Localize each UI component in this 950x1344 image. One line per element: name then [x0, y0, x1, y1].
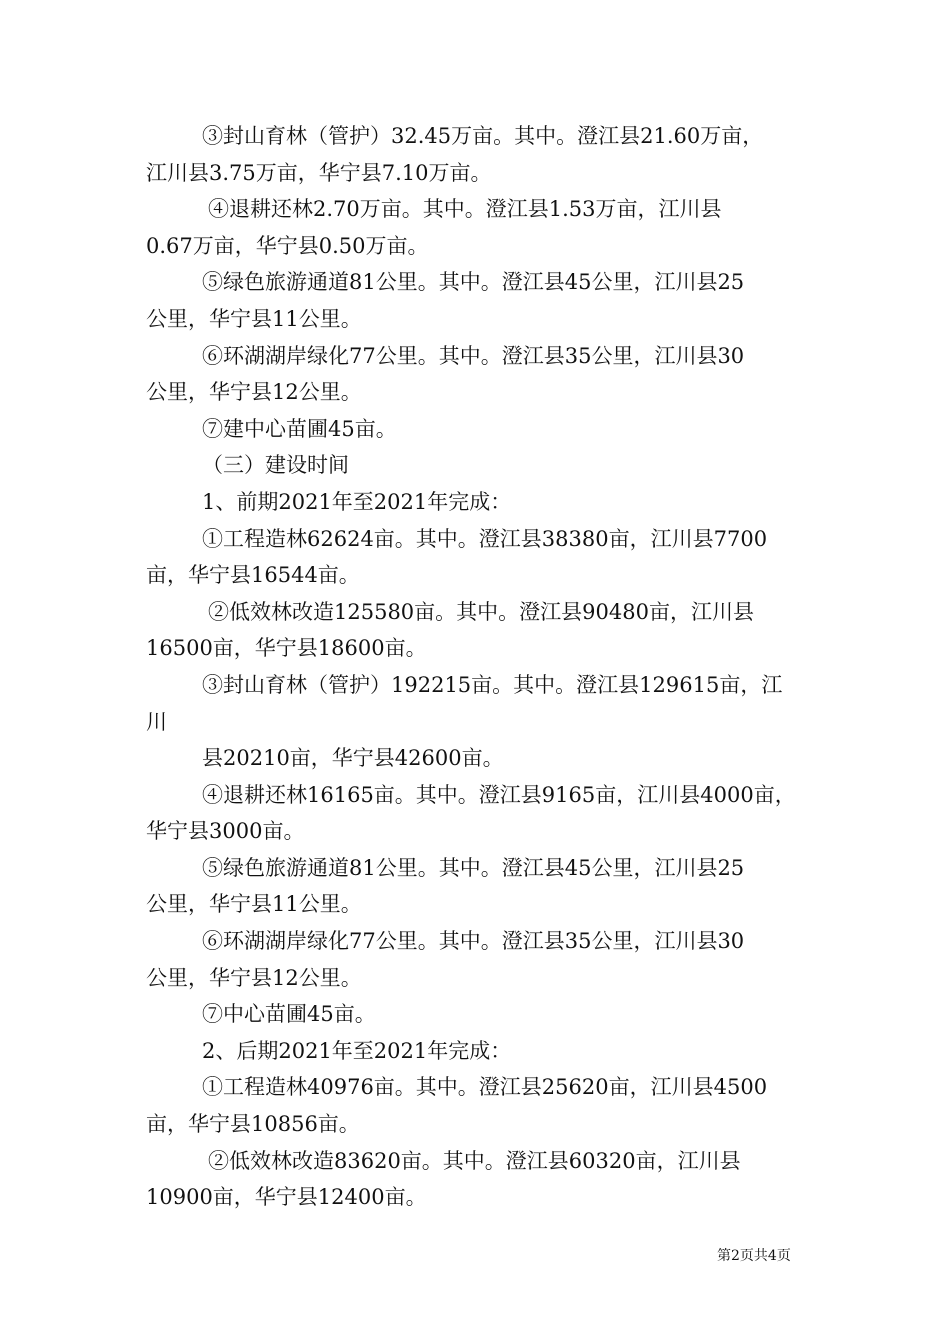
section-subheading: 2、后期2021年至2021年完成： — [202, 1038, 512, 1063]
paragraph-line: ②低效林改造125580亩。其中。澄江县90480亩，江川县 — [208, 599, 754, 624]
paragraph-line: 公里，华宁县11公里。 — [146, 892, 362, 917]
paragraph-line: 亩，华宁县16544亩。 — [146, 563, 360, 588]
paragraph-line: ②低效林改造83620亩。其中。澄江县60320亩，江川县 — [208, 1148, 741, 1173]
paragraph-line: 公里，华宁县12公里。 — [146, 965, 362, 990]
paragraph-line: 10900亩，华宁县12400亩。 — [146, 1185, 427, 1210]
paragraph-line: 川 — [146, 709, 167, 734]
paragraph-line: ④退耕还林16165亩。其中。澄江县9165亩，江川县4000亩， — [202, 782, 796, 807]
paragraph-line: ①工程造林62624亩。其中。澄江县38380亩，江川县7700 — [202, 526, 768, 551]
paragraph-line: 公里，华宁县11公里。 — [146, 306, 362, 331]
paragraph-line: ⑤绿色旅游通道81公里。其中。澄江县45公里，江川县25 — [202, 270, 745, 295]
paragraph-line: ①工程造林40976亩。其中。澄江县25620亩，江川县4500 — [202, 1075, 768, 1100]
paragraph-line: 公里，华宁县12公里。 — [146, 380, 362, 405]
paragraph-line: 亩，华宁县10856亩。 — [146, 1112, 360, 1137]
paragraph-line: 16500亩，华宁县18600亩。 — [146, 636, 427, 661]
page-number-footer: 第2页共4页 — [717, 1248, 791, 1264]
paragraph-line: ③封山育林（管护）32.45万亩。其中。澄江县21.60万亩， — [202, 124, 764, 148]
paragraph-line: 华宁县3000亩。 — [146, 819, 305, 844]
paragraph-line: ③封山育林（管护）192215亩。其中。澄江县129615亩，江 — [202, 672, 783, 697]
paragraph-line: ⑦中心苗圃45亩。 — [202, 1002, 376, 1027]
paragraph-line: ⑤绿色旅游通道81公里。其中。澄江县45公里，江川县25 — [202, 855, 745, 880]
paragraph-line: ⑥环湖湖岸绿化77公里。其中。澄江县35公里，江川县30 — [202, 343, 745, 368]
paragraph-line: ⑥环湖湖岸绿化77公里。其中。澄江县35公里，江川县30 — [202, 929, 745, 954]
paragraph-line: 0.67万亩，华宁县0.50万亩。 — [146, 233, 429, 258]
document-body — [146, 118, 810, 1216]
paragraph-line: 江川县3.75万亩，华宁县7.10万亩。 — [146, 160, 492, 185]
paragraph-line: ⑦建中心苗圃45亩。 — [202, 416, 397, 441]
section-heading: （三）建设时间 — [202, 453, 349, 478]
paragraph-line: 县20210亩，华宁县42600亩。 — [202, 746, 504, 771]
section-subheading: 1、前期2021年至2021年完成： — [202, 489, 512, 514]
paragraph-line: ④退耕还林2.70万亩。其中。澄江县1.53万亩，江川县 — [208, 197, 722, 222]
